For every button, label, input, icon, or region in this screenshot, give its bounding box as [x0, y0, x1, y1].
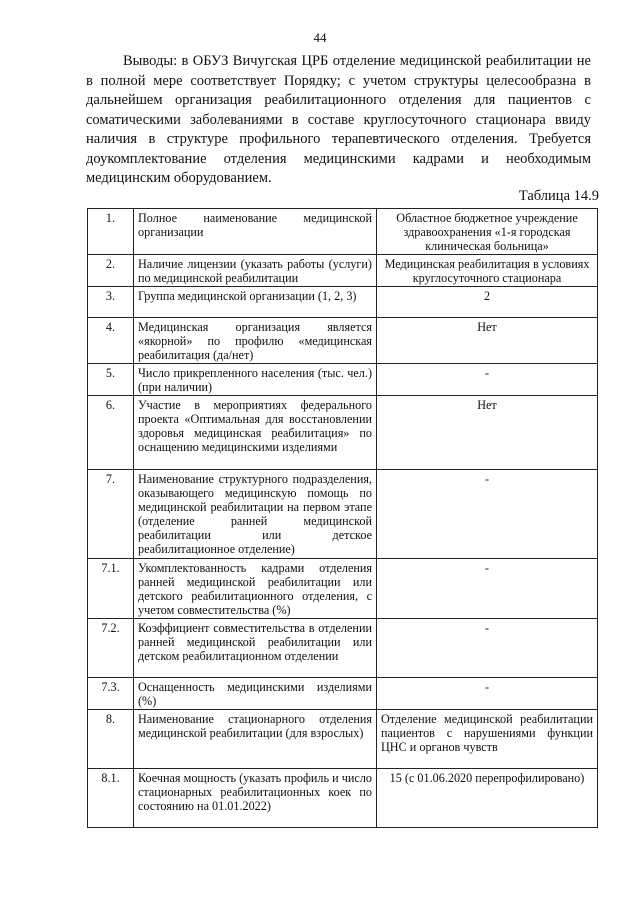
- row-value-cell: -: [377, 364, 598, 396]
- row-number-cell: 8.: [88, 710, 134, 769]
- row-value-cell: Нет: [377, 318, 598, 364]
- table-row: [88, 255, 598, 287]
- row-number-cell: 5.: [88, 364, 134, 396]
- row-number-cell: 3.: [88, 287, 134, 318]
- table-row: [88, 318, 598, 364]
- row-number-cell: 1.: [88, 209, 134, 255]
- row-value-cell: Медицинская реабилитация в условиях круглосуточного стационара: [377, 255, 598, 287]
- row-label-cell: Полное наименование медицинской организации: [134, 209, 377, 255]
- row-label-cell: Наличие лицензии (указать работы (услуги) по медицинской реабилитации: [134, 255, 377, 287]
- row-label-cell: Коэффициент совместительства в отделении ранней медицинской реабилитации или детском реабилитационном отделении: [134, 619, 377, 678]
- table-row: [88, 209, 598, 255]
- page-number: 44: [313, 30, 327, 45]
- row-value-cell: 15 (с 01.06.2020 перепрофилировано): [377, 769, 598, 828]
- row-label-cell: Укомплектованность кадрами отделения ранней медицинской реабилитации или детского реабилитационного отделения, с учетом совместительства (%): [134, 559, 377, 619]
- row-label-cell: Медицинская организация является «якорной» по профилю «медицинская реабилитация (да/нет): [134, 318, 377, 364]
- row-value-cell: Отделение медицинской реабилитации пациентов с нарушениями функции ЦНС и органов чувств: [377, 710, 598, 769]
- row-number-cell: 7.1.: [88, 559, 134, 619]
- row-label-cell: Группа медицинской организации (1, 2, 3): [134, 287, 377, 318]
- conclusion-paragraph: Выводы: в ОБУЗ Вичугская ЦРБ отделение медицинской реабилитации не в полной мере соответствует Порядку; с учетом структуры целесообразна в дальнейшем организация реабилитационного отделения для пациентов с соматическими заболеваниями в составе круглосуточного стационара ввиду наличия в структуре профильного терапевтического отделения. Требуется доукомплектование отделения медицинскими кадрами и необходимым медицинским оборудованием.: [86, 53, 591, 186]
- row-value-cell: -: [377, 619, 598, 678]
- table-row: [88, 396, 598, 470]
- table-row: [88, 619, 598, 678]
- table-row: [88, 470, 598, 559]
- table-row: [88, 287, 598, 318]
- row-value-cell: Областное бюджетное учреждение здравоохранения «1-я городская клиническая больница»: [377, 209, 598, 255]
- row-label-cell: Коечная мощность (указать профиль и число стационарных реабилитационных коек по состоянию на 01.01.2022): [134, 769, 377, 828]
- table-row: [88, 710, 598, 769]
- row-number-cell: 8.1.: [88, 769, 134, 828]
- table-caption: Таблица 14.9: [518, 188, 599, 204]
- row-value-cell: Нет: [377, 396, 598, 470]
- row-number-cell: 4.: [88, 318, 134, 364]
- row-number-cell: 6.: [88, 396, 134, 470]
- organization-info-table: [87, 208, 598, 828]
- row-label-cell: Участие в мероприятиях федерального проекта «Оптимальная для восстановлении здоровья медицинская реабилитация» по оснащению медицинскими изделиями: [134, 396, 377, 470]
- row-number-cell: 2.: [88, 255, 134, 287]
- row-value-cell: -: [377, 470, 598, 559]
- table-row: [88, 364, 598, 396]
- row-number-cell: 7.3.: [88, 678, 134, 710]
- row-label-cell: Наименование стационарного отделения медицинской реабилитации (для взрослых): [134, 710, 377, 769]
- table-row: [88, 559, 598, 619]
- row-label-cell: Число прикрепленного населения (тыс. чел.) (при наличии): [134, 364, 377, 396]
- row-value-cell: -: [377, 559, 598, 619]
- row-number-cell: 7.2.: [88, 619, 134, 678]
- table-body: [88, 209, 598, 828]
- table-row: [88, 678, 598, 710]
- row-value-cell: 2: [377, 287, 598, 318]
- row-label-cell: Наименование структурного подразделения, оказывающего медицинскую помощь по медицинской реабилитации на первом этапе (отделение ранней медицинской реабилитации или детское реабилитационное отделение): [134, 470, 377, 559]
- row-label-cell: Оснащенность медицинскими изделиями (%): [134, 678, 377, 710]
- row-number-cell: 7.: [88, 470, 134, 559]
- table-row: [88, 769, 598, 828]
- row-value-cell: -: [377, 678, 598, 710]
